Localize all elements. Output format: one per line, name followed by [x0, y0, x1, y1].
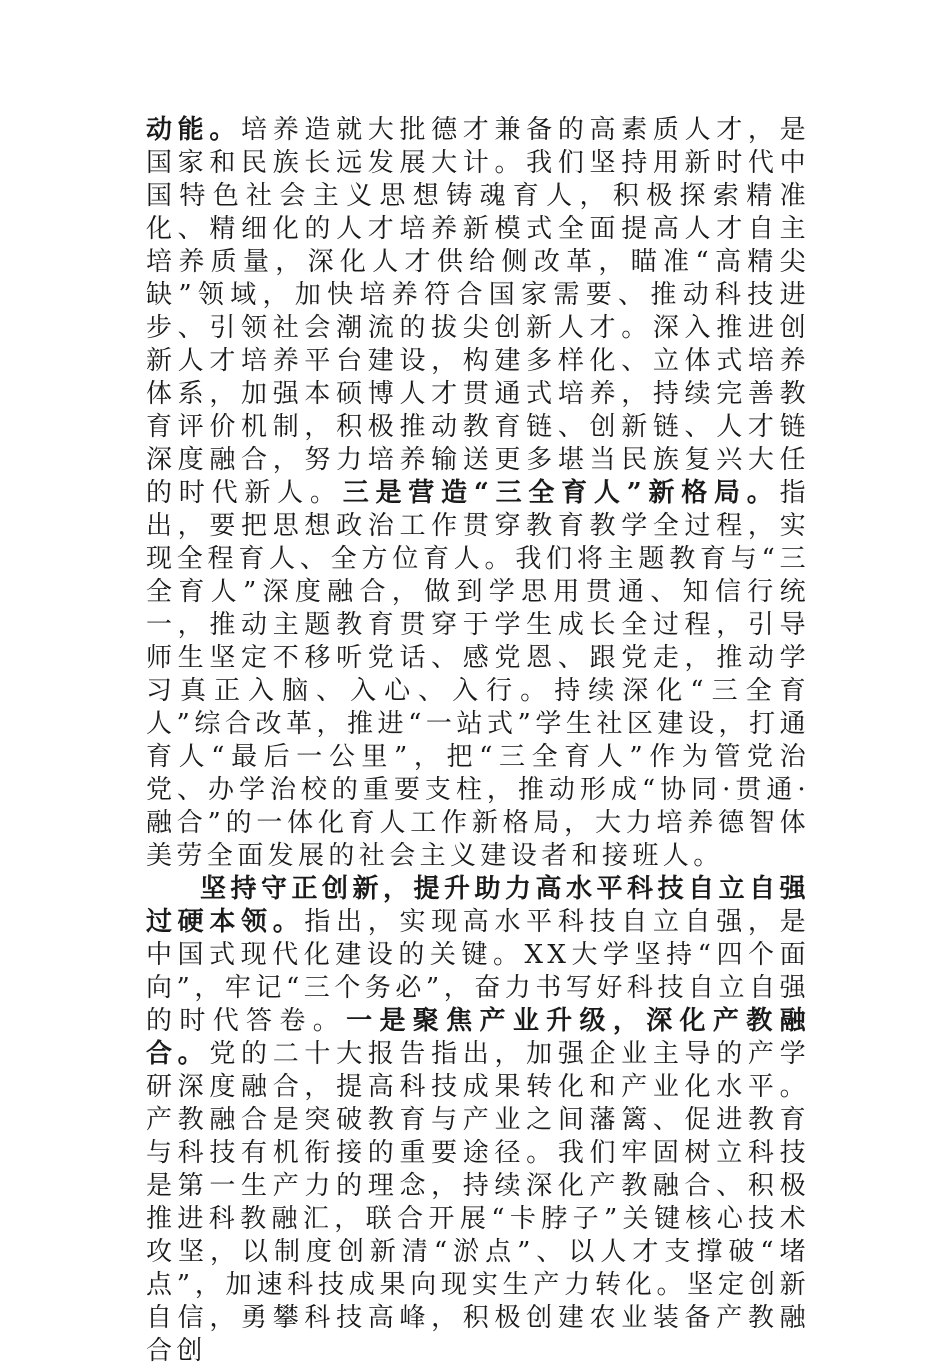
- bold-phrase: 坚持守正创新，提升助力高水平科技自立自强过硬本领。: [146, 874, 810, 937]
- paragraph-1: [146, 114, 810, 873]
- bold-phrase: 一是聚焦产业升级，深化产教融合。: [146, 1006, 810, 1069]
- paragraph-2: [146, 873, 810, 1368]
- body-text: 培养造就大批德才兼备的高素质人才，是国家和民族长远发展大计。我们坚持用新时代中国特色社会主义思想铸魂育人，积极探索精准化、精细化的人才培养新模式全面提高人才自主培养质量，深化人才供给侧改革，瞄准“高精尖缺”领域，加快培养符合国家需要、推动科技进步、引领社会潮流的拔尖创新人才。深入推进创新人才培养平台建设，构建多样化、立体式培养体系，加强本硕博人才贯通式培养，持续完善教育评价机制，积极推动教育链、创新链、人才链深度融合，努力培养输送更多堪当民族复兴大任的时代新人。: [146, 115, 811, 508]
- bold-phrase: 动能。: [146, 115, 242, 145]
- body-text: 指出，要把思想政治工作贯穿教育教学全过程，实现全程育人、全方位育人。我们将主题教育与“三全育人”深度融合，做到学思用贯通、知信行统一，推动主题教育贯穿于学生成长全过程，引导师生坚定不移听党话、感党恩、跟党走，推动学习真正入脑、入心、入行。持续深化“三全育人”综合改革，推进“一站式”学生社区建设，打通育人“最后一公里”，把“三全育人”作为管党治党、办学治校的重要支柱，推动形成“协同·贯通·融合”的一体化育人工作新格局，大力培养德智体美劳全面发展的社会主义建设者和接班人。: [146, 478, 810, 871]
- document-page: [146, 114, 810, 1368]
- body-text: 指出，实现高水平科技自立自强，是中国式现代化建设的关键。XX大学坚持“四个面向”，牢记“三个务必”，奋力书写好科技自立自强的时代答卷。: [146, 907, 810, 1036]
- bold-phrase: 三是营造“三全育人”新格局。: [342, 478, 780, 508]
- body-text: 党的二十大报告指出，加强企业主导的产学研深度融合，提高科技成果转化和产业化水平。产教融合是突破教育与产业之间藩篱、促进教育与科技有机衔接的重要途径。我们牢固树立科技是第一生产力的理念，持续深化产教融合、积极推进科教融汇，联合开展“卡脖子”关键核心技术攻坚，以制度创新清“淤点”、以人才支撑破“堵点”，加速科技成果向现实生产力转化。坚定创新自信，勇攀科技高峰，积极创建农业装备产教融合创: [146, 1039, 810, 1366]
